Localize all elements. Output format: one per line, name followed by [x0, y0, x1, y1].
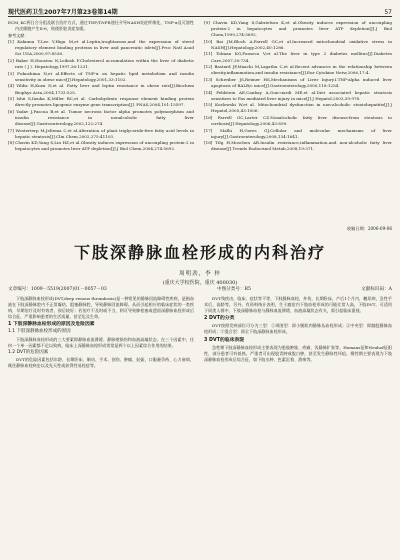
references-left-column [8, 20, 194, 220]
body-paragraph: 急性期下肢深静脉血栓形成主要表现为患肢肿胀、疼痛、浅静脉扩张等。Homans征和Neuhof征阳性，部分患者可有低热。严重者可出现股青肿或股白肿，甚至发生静脉性坏疽。慢性期主要表现为下肢深静脉血栓形成后综合征，如下肢水肿、色素沉着、溃疡等。 [204, 344, 392, 362]
document-code: 文献标识码：A [361, 287, 392, 292]
body-paragraph: DVT残疾由，临床、症状等不等，下肢静脉血栓，外伤，长期卧床，产后1个月内，糖尿病，急性手术后，高龄等，另外，有资料统计表明，生于癌症内下肢血栓形成的可能比常人高，下肢DVT，可适用于同类人群中，下肢深静脉血栓与静脉血流滞缓、血液高凝状态有关，需引起临床重视。 [204, 296, 392, 314]
section-heading: 1.1 下肢深静脉血栓形成的原因 [8, 329, 71, 335]
body-paragraph: 下肢深静脉血栓形成的三大要素即静脉血流滞缓、静脉壁损伤和血液高凝状态。在三个因素中，任何一个单一因素都不足以致病，临床上深静脉血栓形成常常是两个以上因素综合作用的结果。 [8, 336, 194, 348]
section-heading: 1.2 DVT的危险因素 [8, 349, 49, 355]
reference-item: [14] Feldstein AE,Canbay A,Guicciardi ME,et al.Diet associated hepatic steatosis sensitizes to Fas mediated liver injury in mice[J].J Hepatol,2003,39:978. [204, 89, 392, 101]
body-left-column [8, 296, 194, 554]
reference-item: [4] Yildiz H,Kuzu N,et al. Fatty liver and leptin resistance in obese rats[J].Biochem Biophys Acta,2004,1733:525. [8, 83, 194, 95]
reference-item: [8] Chavin KD,Yang S,Lin HZ,et al.Obesity induces expression of uncoupling protein-2 in hepatocytes and promotes liver ATP depletion[J].J Biol Chem,2004,274:5692. [8, 140, 194, 152]
reference-item: [7] Westerterp M,Jeltema C,et al.Alteration of plant triglyceride-free fatty acid levels in hepatic steatosis[J].Clin Chem,2002,275:41103. [8, 127, 194, 139]
journal-name: 现代医药卫生2007年7月第23卷第14期 [8, 9, 118, 16]
reference-item: [18] Tilg H,Moschen AR.Insulin resistance,inflammation,and non-alcoholic fatty liver disease[J].Trends Endocrinol Metab,2008,19:371. [204, 140, 392, 152]
reference-item: [13] Schreiber JS,Reimer HS,Mechanisms of Liver Injury.I.TNF-alpha induced liver apoptosis of BALB/c mice[J].Gastroenterology,2000,118:1254. [204, 76, 392, 88]
section-heading: 3 DVT的临床表现 [204, 337, 244, 343]
article-authors: 周明劲，李 梓 [179, 271, 221, 277]
received-date: 收稿日期：2006-09-06 [346, 226, 392, 231]
reference-item: [16] Farrell GC,Larter CZ.Nonalcoholic fatty liver disease:from steatosis to cirrhosis[J].Hepatology,2006,43:S99. [204, 114, 392, 126]
reference-item: [2] Baker H,Houston N,Loibish F.Cholesterol accumulation within the liver of diabetic rats ( J ). Hepatology,1997,26:1231. [8, 58, 194, 70]
reference-item: 参考文献： [8, 32, 29, 38]
reference-item: [3] Fukushima N,et al.Effects of TNF-α on hepatic lipid metabolism and insulin sensitivity in obese mice[J].Hepatology,2001,33:1102. [8, 70, 194, 82]
reference-item: ECM_KC两日合分组及联合治疗方式，通过TNF/TNFR途径介导NASH炎症纤维化，TNF-α及可溶性内皮细胞产生II-6，致使肝脏炎症加重。 [8, 20, 194, 32]
reference-item: [12] Bastard JP,Maachi M,Lagathu C,et al.Recent advances in the relationship between obesity,inflammation,and insulin resistance[J].Eur Cytokine Netw,2006,17:4. [204, 64, 392, 76]
reference-item: [11] Tolman KG,Fonseca V,et al.The liver in type 2 diabetes mellitus[J].Diabetes Care,2007,30:734. [204, 51, 392, 63]
body-paragraph: DVT的危险因素包括年龄、长期卧床、制动、手术、创伤、肿瘤、妊娠、口服避孕药、心力衰竭、既往静脉血栓病史以及先天性或获得性易栓症等。 [8, 356, 194, 368]
reference-item: [17] Malhi H,Gores GJ.Cellular and molecular mechanisms of liver injury[J].Gastroenterology,2008,134:1641. [204, 127, 392, 139]
section-heading: 1 下肢深静脉血栓形成的原因及危险因素 [8, 322, 95, 328]
article-header [8, 240, 392, 286]
reference-item: [10] Bai JM,Bloch A,Farrell GC,et al.Increased mitochondrial oxidative stress in NASH[J].Hepatology,2002,40:1286. [204, 38, 392, 50]
article-title: 下肢深静脉血栓形成的内科治疗 [73, 243, 326, 262]
section-heading: 2 DVT的分类 [204, 316, 235, 322]
reference-item: [15] Kozlowski W,et al. Mitochondrial dysfunction in non-alcoholic steatohepatitis[J].J Hepatol,2005,43:1006. [204, 102, 392, 114]
page-header [8, 4, 392, 17]
body-right-column [204, 296, 392, 554]
article-affiliation: (重庆大学校医院，重庆 400030) [162, 280, 238, 286]
document-page [8, 4, 392, 556]
page-number: 57 [384, 9, 392, 16]
article-meta [8, 286, 392, 292]
reference-item: [6] Yadav J,Pascua B,et al. Tumor necrosis factor alpha promotes polymorphism and insulin resistance in nonalcoholic fatty liver disease[J].Gastroenterology,2002,122:274. [8, 108, 194, 126]
reference-item: [1] Kakuma T,Lee Y,Higa M,et al.Leptin,troglitazone,and the expression of sterol regulatory element binding proteins in liver and pancreatic islets[J].Proc Natl Acad Sci USA,2000,97:8536. [8, 39, 194, 57]
classification-number: 中图分类号：R5 [216, 287, 251, 292]
article-number: 文章编号：1009－5519(2007)01－0057－03 [8, 287, 107, 292]
body-paragraph: 下肢深静脉血栓形成(DVT,deep venous thrombosis)是一种常见的静脉回流障碍性疾病，是指血液在下肢深静脉腔内不正常凝结，阻塞静脉腔，导致静脉回流障碍。从而引起相应的临床症状的一类疾病，早期治疗及时有效者，预后较好；若治疗不及时或不当，则可导致肺栓塞或遗留深静脉血栓形成后综合征，严重影响患者的生活质量，甚至危及生命。 [8, 296, 194, 320]
references-right-column [204, 20, 392, 220]
reference-item: [5] Ishii S,Iizuka K,Miller BC,et al. Carbohydrate response element binding protein directly promotes lipogenic enzyme gene transcription[J]. PNAS,2004,101:15597. [8, 96, 194, 108]
body-paragraph: DVT按照发病部位可分为三型：①周围型：即小腿肌肉静脉丛血栓形成；②中央型：即髂股静脉血栓形成；③混合型：即全下肢深静脉血栓形成。 [204, 323, 392, 335]
reference-item: [9] Chavin KD,Yang S,Gabrielson K,et al.Obesity induces expression of uncoupling protein-2 in hepatocytes and promotes liver ATP depletion[J].J Biol Chem,1999,274:5692. [204, 20, 392, 38]
